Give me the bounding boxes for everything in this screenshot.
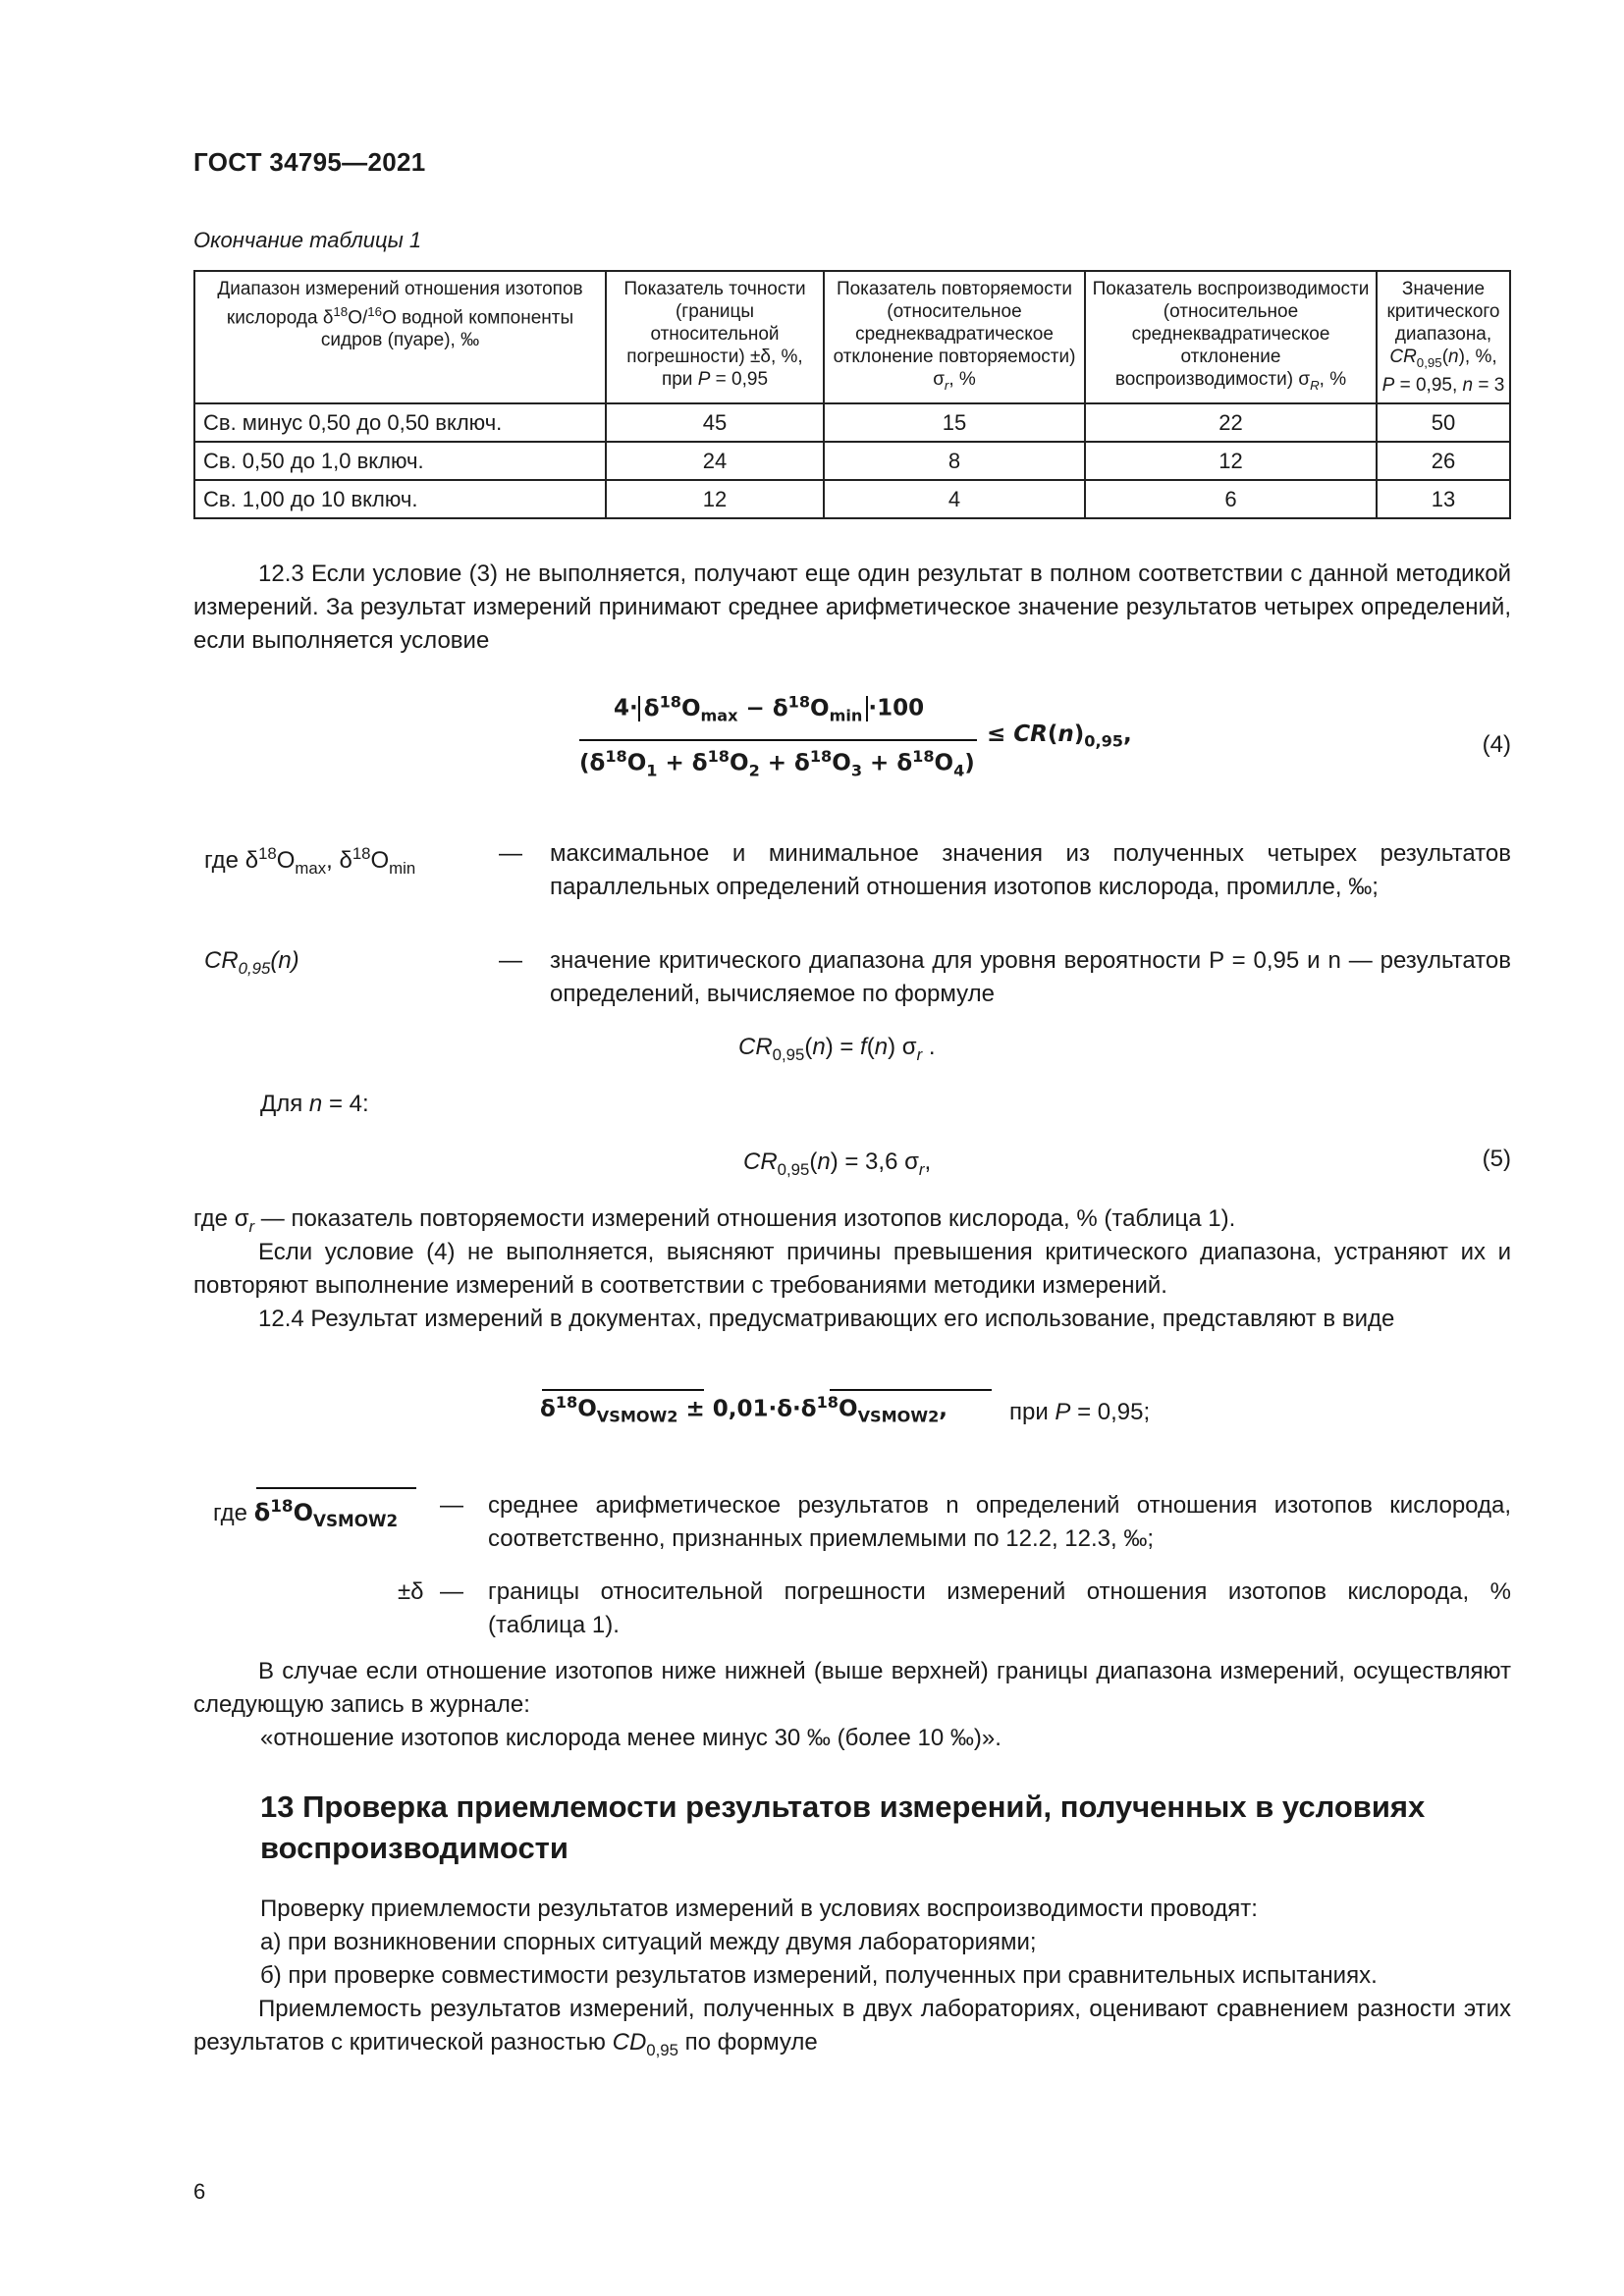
- formula-4-rhs: ≤ $CR(n)_{0,95}$,: [987, 721, 1132, 751]
- def-term-delta-max-min: где $\delta^{18}O_{max}$, $\delta^{18}O_{min}$: [204, 844, 416, 878]
- def-dash: —: [499, 947, 522, 974]
- def-text-delta-max-min: максимальное и минимальное значения из полученных четырех результатов параллельных определений отношения изотопов кислорода, промилле, ‰;: [550, 840, 1511, 900]
- table-cell: 12: [606, 480, 824, 518]
- table-caption: Окончание таблицы 1: [193, 228, 422, 252]
- table-cell: 45: [606, 403, 824, 442]
- paragraph-journal: В случае если отношение изотопов ниже нижней (выше верхней) границы диапазона измерений, осуществляют следующую запись в журнале:: [193, 1658, 1511, 1718]
- def-text-mean-delta: среднее арифметическое результатов n определений отношения изотопов кислорода, соответственно, признанных приемлемыми по 12.2, 12.3, ‰;: [488, 1492, 1511, 1552]
- document-id: ГОСТ 34795—2021: [193, 147, 426, 177]
- table-cell: Св. 0,50 до 1,0 включ.: [194, 442, 606, 480]
- def-dash: —: [499, 840, 522, 867]
- formula-result-condition: при P = 0,95;: [1009, 1399, 1151, 1425]
- table-cell: 50: [1377, 403, 1510, 442]
- section-13-paragraph: Приемлемость результатов измерений, полученных в двух лабораториях, оценивают сравнением разности этих результатов с критической разностью $CD_{0,95}$ по формуле: [193, 1996, 1511, 2059]
- def-dash: —: [440, 1578, 463, 1605]
- col-header-critical-range: Значение критического диапазона, $CR_{0,95}(n)$, %, P = 0,95, n = 3: [1377, 271, 1510, 403]
- paragraph-if-condition-4: Если условие (4) не выполняется, выясняют причины превышения критического диапазона, устраняют их и повторяют выполнение измерений в соответствии с требованиями методики измерений.: [193, 1239, 1511, 1299]
- col-header-repeatability: Показатель повторяемости (относительное среднеквадратическое отклонение повторяемости) $\sigma_r$, %: [824, 271, 1085, 403]
- def-dash: —: [440, 1492, 463, 1519]
- table-cell: 13: [1377, 480, 1510, 518]
- formula-4: [579, 692, 1168, 790]
- table-cell: Св. минус 0,50 до 0,50 включ.: [194, 403, 606, 442]
- table-cell: 22: [1085, 403, 1377, 442]
- table-row: [194, 480, 1510, 518]
- table-header-row: [194, 271, 1510, 403]
- formula-4-numerator: $4\cdot \delta^{18}O_{max} - \delta^{18}O_{min} \cdot 100$: [614, 692, 925, 725]
- formula-result-main: $\delta^{18}O_{VSMOW2} \pm 0,01\cdot\delta\cdot\delta^{18}O_{VSMOW2}$,: [540, 1393, 948, 1426]
- table-cell: Св. 1,00 до 10 включ.: [194, 480, 606, 518]
- section-13-line-1: Проверку приемлемости результатов измерений в условиях воспроизводимости проводят:: [260, 1896, 1258, 1922]
- table-cell: 4: [824, 480, 1085, 518]
- def-term-cr: $CR_{0,95}(n)$: [204, 947, 299, 978]
- def-text-plus-minus-delta: границы относительной погрешности измерений отношения изотопов кислорода, % (таблица 1).: [488, 1578, 1511, 1638]
- section-13-item-b: б) при проверке совместимости результатов измерений, полученных при сравнительных испытаниях.: [260, 1962, 1378, 1989]
- equation-number-5: (5): [1482, 1146, 1511, 1172]
- table-cell: 6: [1085, 480, 1377, 518]
- formula-result: [540, 1389, 1227, 1438]
- col-header-accuracy: Показатель точности (границы относительной погрешности) ±δ, %, при P = 0,95: [606, 271, 824, 403]
- table-cell: 24: [606, 442, 824, 480]
- col-header-range: Диапазон измерений отношения изотопов кислорода $\delta^{18}O/^{16}O$ водной компоненты сидров (пуаре), ‰: [194, 271, 606, 403]
- table-cell: 8: [824, 442, 1085, 480]
- def-sigma-r: где $\sigma_r$ — показатель повторяемости измерений отношения изотопов кислорода, % (таблица 1).: [193, 1205, 1236, 1236]
- table-cell: 26: [1377, 442, 1510, 480]
- formula-5: $CR_{0,95}(n) = 3,6$ $\sigma_r$,: [743, 1148, 932, 1179]
- for-n-4: Для n = 4:: [260, 1091, 369, 1117]
- formula-4-denominator: $(\delta^{18}O_1 + \delta^{18}O_2 + \delta^{18}O_3 + \delta^{18}O_4)$: [579, 747, 975, 780]
- table-cell: 15: [824, 403, 1085, 442]
- table-cell: 12: [1085, 442, 1377, 480]
- page-number: 6: [193, 2179, 206, 2204]
- table-row: [194, 442, 1510, 480]
- table-row: [194, 403, 1510, 442]
- journal-entry: «отношение изотопов кислорода менее минус 30 ‰ (более 10 ‰)».: [260, 1725, 1001, 1751]
- overline-mean: [542, 1389, 704, 1391]
- formula-4-fraction-bar: [579, 739, 977, 741]
- def-term-plus-minus-delta: ±δ: [398, 1578, 424, 1605]
- paragraph-12-4: 12.4 Результат измерений в документах, предусматривающих его использование, представляют в виде: [258, 1306, 1395, 1332]
- def-term-mean-delta: где $\delta^{18}O_{VSMOW2}$: [213, 1489, 398, 1537]
- section-13-item-a: а) при возникновении спорных ситуаций между двумя лабораториями;: [260, 1929, 1037, 1955]
- def-text-cr: значение критического диапазона для уровня вероятности P = 0,95 и n — результатов определений, вычисляемое по формуле: [550, 947, 1511, 1007]
- formula-cr-definition: $CR_{0,95}(n) = f(n)$ $\sigma_r$ .: [738, 1034, 936, 1064]
- overline-mean: [830, 1389, 992, 1391]
- section-13-title: 13 Проверка приемлемости результатов измерений, полученных в условиях воспроизводимости: [260, 1789, 1426, 1865]
- col-header-reproducibility: Показатель воспроизводимости (относительное среднеквадратическое отклонение воспроизводимости) $\sigma_R$, %: [1085, 271, 1377, 403]
- table-1-end: [193, 270, 1511, 519]
- equation-number-4: (4): [1482, 731, 1511, 758]
- paragraph-12-3: 12.3 Если условие (3) не выполняется, получают еще один результат в полном соответствии с данной методикой измерений. За результат измерений принимают среднее арифметическое значение результатов четырех определений, если выполняется условие: [193, 561, 1511, 654]
